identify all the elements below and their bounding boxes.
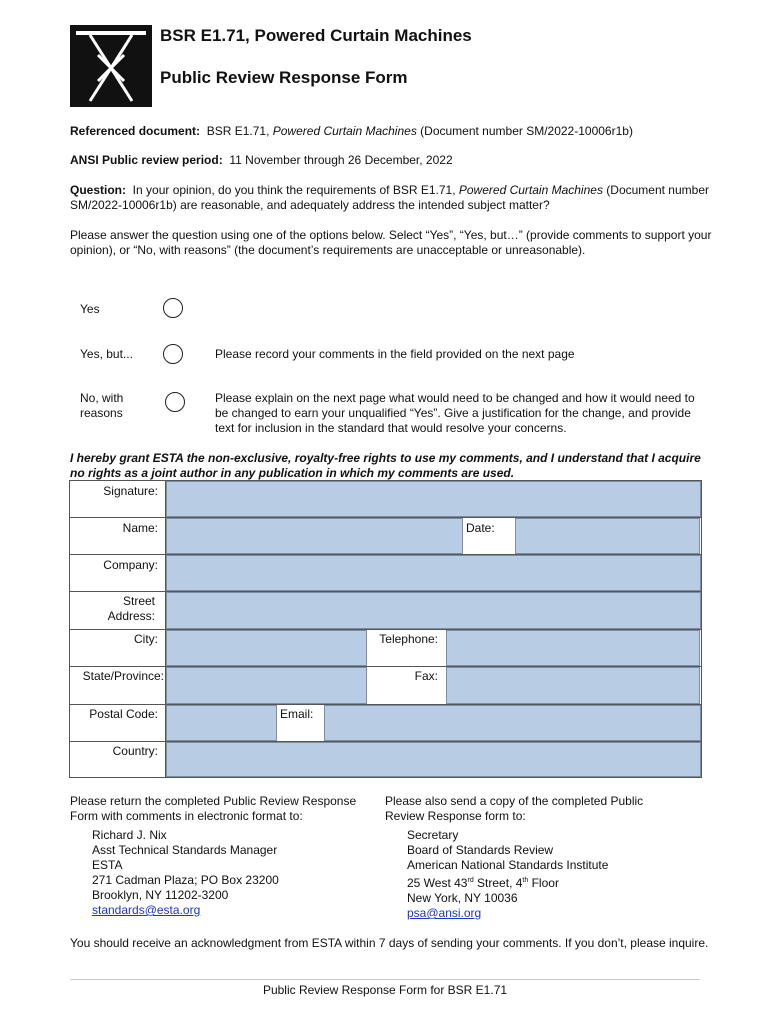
esta-address: Richard J. Nix Asst Technical Standards Manager ESTA 271 Cadman Plaza; PO Box 23200 Brooklyn, NY 11202-3200 standards@esta.org xyxy=(92,828,372,918)
curtain-machine-icon xyxy=(70,25,152,107)
street-address-label: Street Address: xyxy=(107,594,155,623)
option-no-radio[interactable] xyxy=(165,392,185,412)
option-yes-but-description: Please record your comments in the field provided on the next page xyxy=(215,347,575,361)
page-footer: Public Review Response Form for BSR E1.71 xyxy=(262,983,508,997)
option-yes-but-radio[interactable] xyxy=(163,344,183,364)
option-no-description: Please explain on the next page what would need to be changed and how it would need to be changed to earn your unqualified “Yes”. Give a justification for the change, and provide text for inclusion in the standard that would resolve your concerns. xyxy=(215,391,695,435)
option-no-label: No, with reasons xyxy=(80,391,124,420)
email-field[interactable] xyxy=(324,705,701,741)
option-yes-but-label: Yes, but... xyxy=(80,347,133,361)
country-label: Country: xyxy=(112,744,158,758)
city-label: City: xyxy=(134,632,158,646)
page-subtitle: Public Review Response Form xyxy=(160,68,408,87)
option-yes-label: Yes xyxy=(80,302,100,316)
telephone-field[interactable] xyxy=(446,630,700,666)
city-field[interactable] xyxy=(166,630,367,666)
acknowledgment-note: You should receive an acknowledgment from ESTA within 7 days of sending your comments. If you don’t, please inquire. xyxy=(70,936,709,950)
esta-email-link[interactable]: standards@esta.org xyxy=(92,903,201,917)
ansi-address: Secretary Board of Standards Review American National Standards Institute 25 West 43rd Street, 4th Floor New York, NY 10036 psa@ansi.org xyxy=(407,828,697,921)
referenced-document: Referenced document: BSR E1.71, Powered Curtain Machines (Document number SM/2022-10006r1b) xyxy=(70,124,633,138)
name-field[interactable] xyxy=(166,518,463,554)
ansi-email-link[interactable]: psa@ansi.org xyxy=(407,906,482,920)
esta-logo xyxy=(70,25,152,107)
telephone-label: Telephone: xyxy=(379,632,438,646)
fax-label: Fax: xyxy=(414,669,438,683)
question: Question: In your opinion, do you think the requirements of BSR E1.71, Powered Curtain Machines (Document number SM/2022-10006r1b) are reasonable, and adequately address the intended subject matter? xyxy=(70,183,709,212)
date-field[interactable] xyxy=(515,518,700,554)
company-field[interactable] xyxy=(166,555,701,591)
signature-field[interactable] xyxy=(166,481,701,517)
footer-divider xyxy=(70,979,700,980)
postal-code-label: Postal Code: xyxy=(89,707,158,721)
fax-field[interactable] xyxy=(446,667,700,704)
review-period: ANSI Public review period: 11 November through 26 December, 2022 xyxy=(70,153,453,167)
state-province-label: State/Province: xyxy=(82,669,164,683)
return-instructions: Please return the completed Public Review Response Form with comments in electronic format to: xyxy=(70,794,357,823)
name-label: Name: xyxy=(122,521,158,535)
company-label: Company: xyxy=(103,558,158,572)
copy-instructions: Please also send a copy of the completed Public Review Response form to: xyxy=(385,794,644,823)
postal-code-field[interactable] xyxy=(166,705,277,741)
date-label: Date: xyxy=(466,521,495,535)
country-field[interactable] xyxy=(166,742,701,777)
email-label: Email: xyxy=(280,707,314,721)
signature-label: Signature: xyxy=(103,484,158,498)
page-title: BSR E1.71, Powered Curtain Machines xyxy=(160,26,472,45)
state-province-field[interactable] xyxy=(166,667,367,704)
street-address-field[interactable] xyxy=(166,592,701,629)
option-yes-radio[interactable] xyxy=(163,298,183,318)
instructions: Please answer the question using one of the options below. Select “Yes”, “Yes, but…” (provide comments to support your opinion), or “No, with reasons” (the document’s requirements are unacceptable or unreasonable). xyxy=(70,228,712,257)
rights-grant: I hereby grant ESTA the non-exclusive, royalty-free rights to use my comments, and I understand that I acquire no rights as a joint author in any publication in which my comments are used. xyxy=(70,451,701,480)
